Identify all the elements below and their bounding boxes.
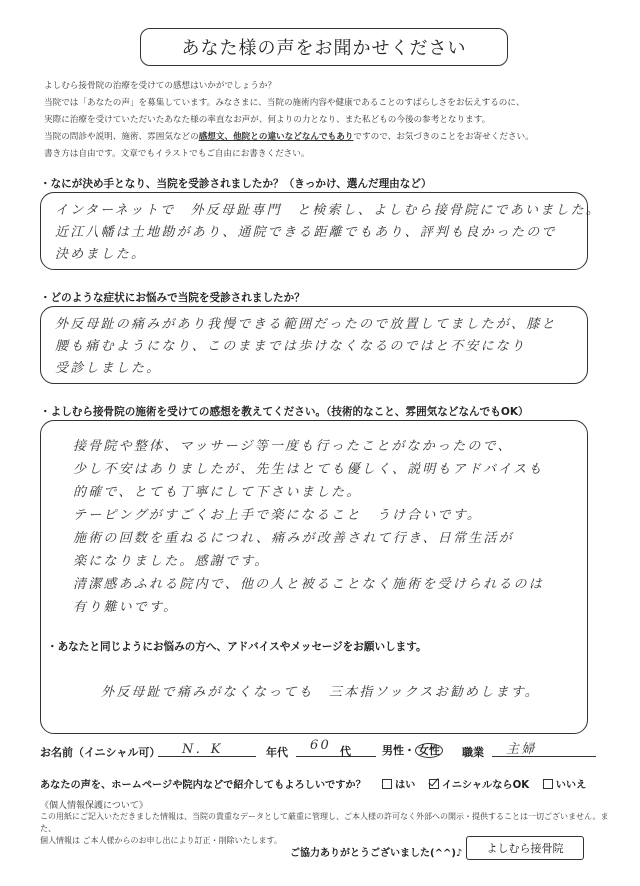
consent-options	[382, 776, 586, 791]
answer-3-line-6: 楽になりました。感謝です。	[73, 554, 270, 569]
intro-line-2: 当院では「あなたの声」を募集しています。みなさまに、当院の施術内容や健康であることのすばらしさをお伝えするのに、	[44, 98, 525, 108]
answer-1-line-3: 決めました。	[55, 247, 147, 262]
question-3: ・よしむら接骨院の施術を受けての感想を教えてください。（技術的なこと、雰囲気などなんでもOK）	[40, 406, 529, 418]
intro-line-4-pre: 当院の問診や説明、施術、雰囲気などの	[44, 132, 199, 142]
job-field[interactable]	[492, 738, 596, 757]
question-1: ・なにが決め手となり、当院を受診されましたか？（きっかけ、選んだ理由など）	[40, 178, 432, 190]
age-suffix: 代	[340, 745, 351, 758]
consent-no-checkbox[interactable]	[543, 779, 553, 789]
consent-initial-option[interactable]	[429, 780, 529, 791]
privacy-heading: 《個人情報保護について》	[40, 801, 148, 811]
intro-line-4-emphasis: 感想文、他院との違いなどなんでもあり	[198, 132, 354, 142]
consent-yes-option[interactable]	[382, 780, 415, 791]
job-label: 職業	[462, 746, 484, 759]
intro-text	[44, 78, 624, 163]
answer-4-text: 外反母趾で痛みがなくなっても 三本指ソックスお勧めします。	[101, 685, 540, 700]
intro-line-5: 書き方は自由です。文章でもイラストでもご自由にお書きください。	[44, 149, 310, 159]
consent-initial-label: イニシャルならOK	[441, 780, 530, 791]
intro-line-4-post: ですので、お気づきのことをお寄せください。	[353, 132, 534, 142]
consent-yes-checkbox[interactable]	[382, 779, 392, 789]
privacy-line-2: 個人情報は ご本人様からのお申し出により訂正・削除いたします。	[40, 836, 282, 845]
answer-2-line-2: 腰も痛むようになり、このままでは歩けなくなるのではと不安になり	[55, 339, 527, 354]
thanks-message: ご協力ありがとうございました(^^)♪	[290, 848, 463, 859]
consent-no-option[interactable]	[543, 780, 587, 791]
question-4: ・あなたと同じようにお悩みの方へ、アドバイスやメッセージをお願いします。	[47, 641, 427, 653]
answer-3-line-5: 施術の回数を重ねるにつれ、痛みが改善されて行き、日常生活が	[73, 531, 514, 546]
clinic-name-box: よしむら接骨院	[466, 836, 584, 860]
consent-initial-checkbox[interactable]	[429, 779, 439, 789]
age-field[interactable]	[296, 738, 376, 757]
answer-box-2[interactable]	[40, 306, 588, 384]
job-value: 主婦	[506, 742, 537, 757]
answer-3-line-4: テーピングがすごくお上手で楽になること うけ合いです。	[73, 508, 483, 523]
name-label: お名前（イニシャル可）	[40, 746, 161, 759]
gender-female[interactable]: 女性	[415, 743, 443, 758]
page-title: あなた様の声をお聞かせください	[140, 28, 508, 66]
answer-box-1[interactable]	[40, 192, 602, 270]
privacy-line-1: この用紙にご記入いただきました情報は、当院の貴重なデータとして厳重に管理し、ご本人様の許可なく外部への開示・提供することは一切ございません。また、	[40, 812, 609, 833]
intro-line-1: よしむら接骨院の治療を受けての感想はいかがでしょうか？	[44, 81, 277, 91]
consent-question: あなたの声を、ホームページや院内などで紹介してもよろしいですか？	[40, 780, 366, 791]
gender-male[interactable]: 男性	[382, 744, 404, 757]
answer-3-line-8: 有り難いです。	[73, 600, 179, 615]
intro-line-4	[44, 129, 624, 146]
answer-box-3[interactable]	[40, 420, 588, 734]
consent-yes-label: はい	[395, 780, 416, 791]
gender-separator: ・	[404, 744, 415, 757]
name-field[interactable]	[158, 738, 256, 757]
answer-1-line-1: インターネットで 外反母趾専門 と検索し、よしむら接骨院にであいました。	[55, 203, 602, 218]
answer-3-line-7: 清潔感あふれる院内で、他の人と被ることなく施術を受けられるのは	[73, 577, 544, 592]
answer-3-line-1: 接骨院や整体、マッサージ等一度も行ったことがなかったので、	[73, 439, 513, 454]
answer-3-line-3: 的確で、とても丁寧にして下さいました。	[73, 485, 362, 500]
question-2: ・どのような症状にお悩みで当院を受診されましたか？	[40, 292, 305, 304]
gender-select[interactable]	[382, 742, 443, 758]
answer-2-line-1: 外反母趾の痛みがあり我慢できる範囲だったので放置してましたが、膝と	[55, 317, 557, 332]
answer-2-line-3: 受診しました。	[55, 361, 162, 376]
age-value: 60	[310, 738, 331, 753]
age-label: 年代	[266, 746, 288, 759]
consent-no-label: いいえ	[555, 780, 587, 791]
intro-line-3: 実際に治療を受けていただいたあなた様の率直なお声が、何よりの力となり、また私どもの今後の参考となります。	[44, 115, 491, 125]
answer-3-line-2: 少し不安はありましたが、先生はとても優しく、説明もアドバイスも	[73, 462, 544, 477]
name-value: N．K	[182, 742, 223, 757]
answer-1-line-2: 近江八幡は土地勘があり、通院できる距離でもあり、評判も良かったので	[55, 225, 557, 240]
